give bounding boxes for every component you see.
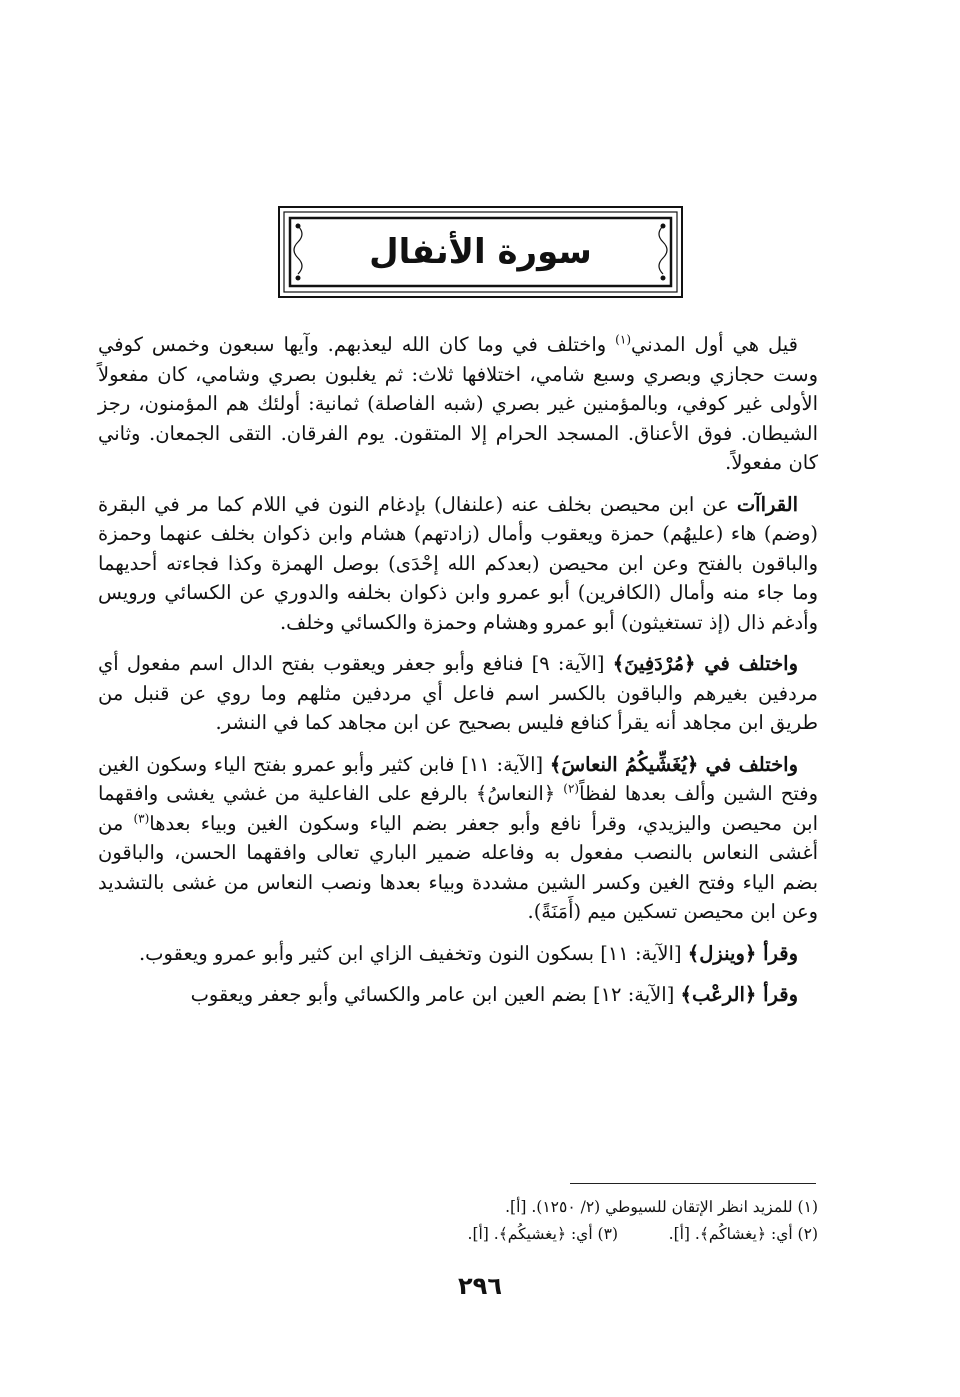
page-number: ٢٩٦ [458, 1272, 502, 1300]
text-segment: ﴿النعاسُ﴾ بالرفع على الفاعلية من غشي يغشى وافقهما ابن محيصن واليزيدي، وقرأ نافع وأبو جعفر بضم الياء وسكون الغين وبياء بعدها [98, 782, 818, 835]
text-segment: قيل هي أول المدني [631, 333, 798, 356]
paragraph-lead: واختلف في ﴿مُرْدَفِينَ﴾ [612, 652, 798, 675]
footnote-1: (١) للمزيد انظر الإتقان للسيوطي (٢/ ١٢٥٠). [أ]. [505, 1198, 818, 1216]
paragraph-intro [98, 330, 818, 478]
body-text [98, 330, 818, 1022]
surah-title: سورة الأنفال [369, 232, 592, 272]
paragraph-lead: واختلف في ﴿يُغَشِّيكُمُ النعاسَ﴾ [549, 752, 799, 776]
footnote-row [98, 1221, 818, 1248]
text-segment: [الآية: ١١] بسكون النون وتخفيف الزاي ابن كثير وأبو عمرو ويعقوب. [138, 941, 688, 965]
footnote-ref: (٢) [563, 781, 580, 796]
footnote-2: (٢) أي: ﴿يغشاكُم﴾. [أ]. [668, 1225, 818, 1243]
footnote-ref: (٣) [133, 811, 150, 825]
text-segment: [الآية: ١١] فابن كثير وأبو عمرو بفتح الياء وسكون الغين وفتح الشين وألف بعدها لفظاً [98, 752, 818, 805]
text-segment: واختلف في وما كان الله ليعذبهم. وآيها سبعون وخمس كوفي وست حجازي وبصري وسبع شامي، اختلافها ثلاث: ثم يغلبون بصري وشامي، كان مفعولاً الأولى غير كوفي، وبالمؤمنين غير بصري (شبه الفاصلة) ثمانية: أولئك هم المؤمنون، رجز الشيطان. فوق الأعناق. المسجد الحرام إلا المتقون. يوم الفرقان. التقى الجمعان. وثاني كان مفعولاً. [98, 333, 818, 474]
paragraph-murdifin [98, 649, 818, 738]
footnote-divider [570, 1183, 816, 1184]
text-segment: [الآية: ١٢] بضم العين ابن عامر والكسائي وأبو جعفر ويعقوب [190, 983, 681, 1006]
footnotes [98, 1194, 818, 1248]
text-segment: من أغشى النعاس بالنصب مفعول به وفاعله ضمير الباري تعالى وافقهما الحسن، والباقون بضم الياء وفتح الغين وكسر الشين مشددة وبياء بعدها ونصب النعاس من غشى بالتشديد وعن ابن محيصن تسكين ميم (أَمَنَةً). [98, 811, 818, 923]
paragraph-lead: وقرأ ﴿وينزل﴾ [687, 941, 798, 965]
paragraph-lead: وقرأ ﴿الرعْب﴾ [680, 983, 798, 1006]
text-segment: [الآية: ٩] فنافع وأبو جعفر ويعقوب بفتح الدال اسم مفعول أي مردفين بغيرهم والباقون بالكسر اسم فاعل أي مردفين مثلهم وما روي عن قنبل من طريق ابن مجاهد أنه يقرأ كنافع فليس بصحيح عن ابن مجاهد كما في النشر. [98, 652, 818, 734]
paragraph-readings [98, 490, 818, 638]
paragraph-yunzil [98, 939, 818, 969]
footnote-3: (٣) أي: ﴿يغشيكُم﴾. [أ]. [467, 1225, 618, 1243]
paragraph-yughashshikum [98, 750, 818, 927]
paragraph-ruub [98, 980, 818, 1010]
paragraph-lead: القراآت [736, 492, 798, 516]
footnote-ref: (١) [615, 332, 631, 347]
title-frame [278, 206, 683, 298]
text-segment: عن ابن محيصن بخلف عنه (علنفال) بإدغام النون في اللام كما مر في البقرة (وضم) هاء (عليهُم) حمزة ويعقوب وأمال (زادتهم) هشام وابن ذكوان بخلف عنهما وحمزة والباقون بالفتح وعن ابن محيصن (بعدكم الله إحْدَى) بوصل الهمزة وكذا فجاءته أحديهما وما جاء منه وأمال (الكافرين) أبو عمرو وابن ذكوان بخلفه والدوري عن الكسائي ورويس وأدغم ذال (إذ تستغيثون) أبو عمرو وهشام وحمزة والكسائي وخلف. [98, 492, 818, 634]
